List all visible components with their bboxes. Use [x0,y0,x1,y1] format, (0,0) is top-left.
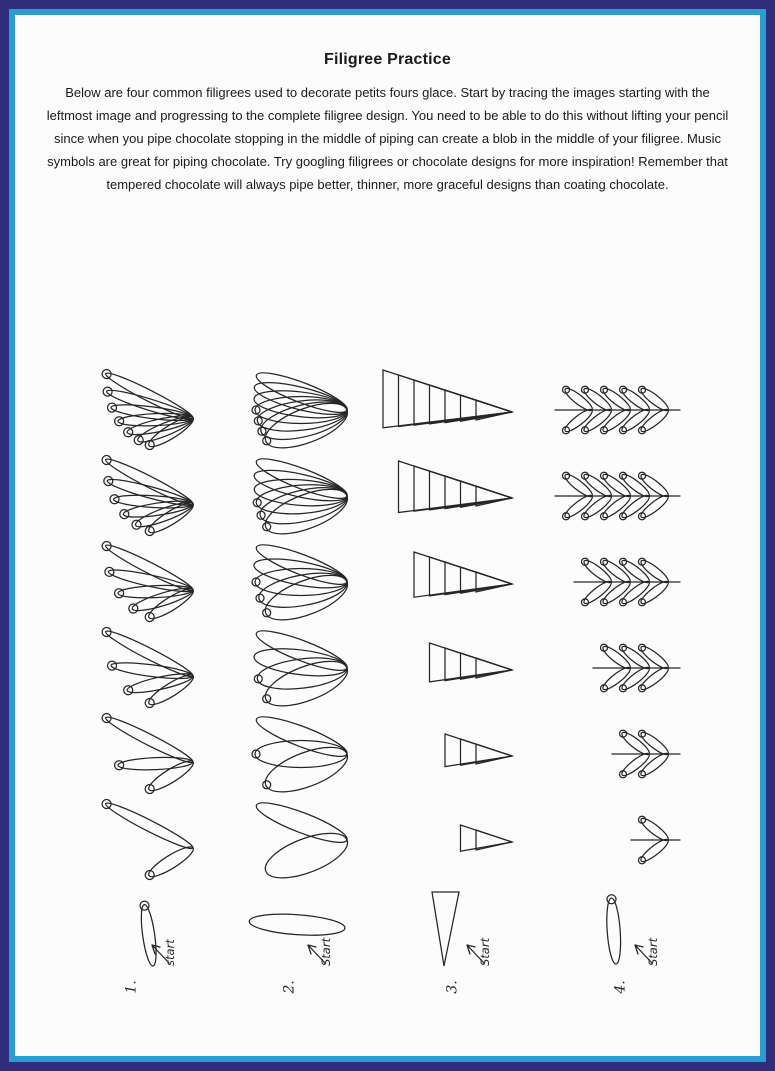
filigree-stage-fan-loops-5 [57,538,207,624]
start-label: Start [646,937,660,966]
filigree-stage-drawing [57,710,207,796]
filigree-stage-drawing [57,452,207,538]
filigree-stage-fan-loops-1 [57,882,207,968]
filigree-stage-drawing [213,624,363,710]
filigree-stage-fern-loops-5 [540,538,690,624]
filigree-stage-oval-petals-6 [213,452,363,538]
filigree-stage-fan-loops-2 [57,796,207,882]
filigree-stage-fern-loops-7 [540,366,690,452]
start-label: start [163,939,177,966]
filigree-stage-drawing [540,452,690,538]
filigree-stage-drawing [57,538,207,624]
filigree-stage-nested-triangles-4 [372,624,522,710]
filigree-stage-nested-triangles-6 [372,452,522,538]
column-number-4 [540,968,702,1006]
filigree-stage-fan-loops-6 [57,452,207,538]
filigree-stage-fan-loops-3 [57,710,207,796]
filigree-stage-nested-triangles-1 [372,882,522,968]
filigree-stage-oval-petals-1 [213,882,363,968]
filigree-stage-drawing [540,796,690,882]
filigree-stage-fan-loops-7 [57,366,207,452]
filigree-stage-drawing [213,538,363,624]
filigree-stage-drawing [372,452,522,538]
filigree-stage-drawing [213,796,363,882]
filigree-stage-nested-triangles-5 [372,538,522,624]
filigree-stage-nested-triangles-7 [372,366,522,452]
filigree-stage-drawing [540,710,690,796]
filigree-stage-drawing [540,538,690,624]
filigree-stage-drawing [57,624,207,710]
column-number-label: 1. [123,980,140,994]
filigree-stage-drawing [540,624,690,710]
filigree-stage-drawing [372,366,522,452]
filigree-stage-nested-triangles-3 [372,710,522,796]
filigree-stage-drawing [213,710,363,796]
filigree-stage-drawing [372,796,522,882]
filigree-stage-oval-petals-2 [213,796,363,882]
column-number-1 [57,968,207,1006]
filigree-stage-fern-loops-2 [540,796,690,882]
column-number-label: 3. [444,980,461,994]
filigree-stage-oval-petals-5 [213,538,363,624]
filigree-stage-oval-petals-3 [213,710,363,796]
filigree-column-1 [57,366,207,1006]
filigree-stage-drawing [372,538,522,624]
filigree-column-4 [540,366,702,1006]
filigree-stage-drawing [213,882,363,968]
filigree-stage-drawing [213,452,363,538]
column-number-3 [372,968,534,1006]
filigree-stage-drawing [213,366,363,452]
column-number-label: 2. [281,980,298,994]
filigree-stage-drawing [57,796,207,882]
filigree-stage-oval-petals-7 [213,366,363,452]
column-number-label: 4. [612,980,629,994]
filigree-stage-drawing [372,624,522,710]
filigree-grid [57,366,760,1006]
inner-border-frame [9,9,766,1062]
filigree-stage-drawing [372,710,522,796]
page-title: Filigree Practice [323,51,452,68]
filigree-stage-drawing [57,882,207,968]
start-label: Start [478,937,492,966]
filigree-column-3 [372,366,534,1006]
instructions-paragraph: Below are four common filigrees used to decorate petits fours glace. Start by tracing the images starting with the leftmost image and progressing to the complete filigree design. You need to be able to do this without lifting your pencil since when you pipe chocolate stopping in the middle of piping can create a blob in the middle of your filigree. Music symbols are great for piping chocolate. Try googling filigrees or chocolate designs for more inspiration! Remember that tempered chocolate will always pipe better, thinner, more graceful designs than coating chocolate. [46,85,729,192]
filigree-stage-drawing [540,366,690,452]
filigree-stage-nested-triangles-2 [372,796,522,882]
filigree-stage-drawing [540,882,690,968]
filigree-stage-fern-loops-6 [540,452,690,538]
filigree-stage-fern-loops-4 [540,624,690,710]
filigree-stage-fern-loops-3 [540,710,690,796]
column-number-2 [213,968,366,1006]
filigree-column-2 [213,366,366,1006]
page-content [15,15,760,1006]
filigree-stage-drawing [372,882,522,968]
filigree-stage-fan-loops-4 [57,624,207,710]
start-label: Start [319,937,333,966]
filigree-stage-drawing [57,366,207,452]
filigree-stage-oval-petals-4 [213,624,363,710]
filigree-stage-fern-loops-1 [540,882,690,968]
